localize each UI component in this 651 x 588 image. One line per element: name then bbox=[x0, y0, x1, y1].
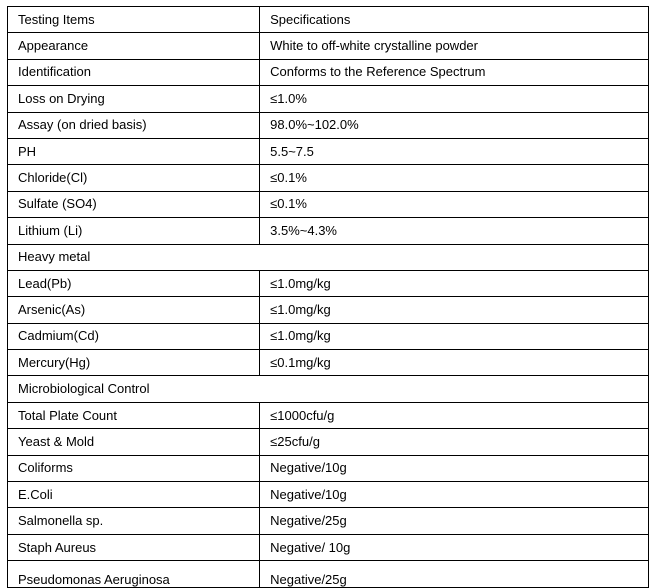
specification-cell: ≤0.1% bbox=[260, 165, 649, 191]
table-row bbox=[8, 112, 649, 138]
table-row bbox=[8, 165, 649, 191]
testing-item-cell: Coliforms bbox=[8, 455, 260, 481]
testing-item-cell: Lithium (Li) bbox=[8, 218, 260, 244]
table-row bbox=[8, 508, 649, 534]
table-row bbox=[8, 86, 649, 112]
testing-item-cell: Identification bbox=[8, 59, 260, 85]
testing-item-cell: Staph Aureus bbox=[8, 534, 260, 560]
table-row bbox=[8, 33, 649, 59]
table-row bbox=[8, 138, 649, 164]
table-row bbox=[8, 561, 649, 587]
specification-cell: ≤0.1% bbox=[260, 191, 649, 217]
table-row bbox=[8, 429, 649, 455]
specification-cell: Conforms to the Reference Spectrum bbox=[260, 59, 649, 85]
specification-cell: ≤25cfu/g bbox=[260, 429, 649, 455]
table-row bbox=[8, 534, 649, 560]
testing-item-cell: Appearance bbox=[8, 33, 260, 59]
testing-item-cell: E.Coli bbox=[8, 482, 260, 508]
specification-cell: ≤1.0% bbox=[260, 86, 649, 112]
specification-cell: Negative/25g bbox=[260, 561, 649, 587]
specification-cell: 3.5%~4.3% bbox=[260, 218, 649, 244]
testing-item-cell: Pseudomonas Aeruginosa bbox=[8, 561, 260, 587]
testing-item-cell: Assay (on dried basis) bbox=[8, 112, 260, 138]
specification-cell: Negative/ 10g bbox=[260, 534, 649, 560]
table-row bbox=[8, 218, 649, 244]
testing-item-cell: Salmonella sp. bbox=[8, 508, 260, 534]
specification-table bbox=[7, 6, 649, 588]
testing-item-cell: Chloride(Cl) bbox=[8, 165, 260, 191]
header-specifications: Specifications bbox=[260, 7, 649, 33]
header-testing-items: Testing Items bbox=[8, 7, 260, 33]
testing-item-cell: Mercury(Hg) bbox=[8, 350, 260, 376]
specification-cell: Negative/10g bbox=[260, 455, 649, 481]
specification-cell: ≤0.1mg/kg bbox=[260, 350, 649, 376]
specification-cell: Negative/10g bbox=[260, 482, 649, 508]
table-row bbox=[8, 482, 649, 508]
table-row bbox=[8, 455, 649, 481]
testing-item-cell: PH bbox=[8, 138, 260, 164]
specification-cell: 98.0%~102.0% bbox=[260, 112, 649, 138]
specification-cell: 5.5~7.5 bbox=[260, 138, 649, 164]
specification-cell: White to off-white crystalline powder bbox=[260, 33, 649, 59]
table-row bbox=[8, 297, 649, 323]
table-row bbox=[8, 402, 649, 428]
section-heading: Heavy metal bbox=[8, 244, 649, 270]
table-row bbox=[8, 350, 649, 376]
table-row bbox=[8, 59, 649, 85]
section-heading: Microbiological Control bbox=[8, 376, 649, 402]
specification-cell: ≤1.0mg/kg bbox=[260, 270, 649, 296]
table-header-row bbox=[8, 7, 649, 33]
specification-cell: ≤1000cfu/g bbox=[260, 402, 649, 428]
testing-item-cell: Loss on Drying bbox=[8, 86, 260, 112]
testing-item-cell: Cadmium(Cd) bbox=[8, 323, 260, 349]
specification-cell: Negative/25g bbox=[260, 508, 649, 534]
table-row bbox=[8, 323, 649, 349]
testing-item-cell: Total Plate Count bbox=[8, 402, 260, 428]
testing-item-cell: Lead(Pb) bbox=[8, 270, 260, 296]
table-row bbox=[8, 191, 649, 217]
section-row bbox=[8, 244, 649, 270]
table-row bbox=[8, 270, 649, 296]
testing-item-cell: Sulfate (SO4) bbox=[8, 191, 260, 217]
testing-item-cell: Arsenic(As) bbox=[8, 297, 260, 323]
specification-table-body bbox=[8, 7, 649, 588]
section-row bbox=[8, 376, 649, 402]
specification-cell: ≤1.0mg/kg bbox=[260, 297, 649, 323]
specification-cell: ≤1.0mg/kg bbox=[260, 323, 649, 349]
testing-item-cell: Yeast & Mold bbox=[8, 429, 260, 455]
